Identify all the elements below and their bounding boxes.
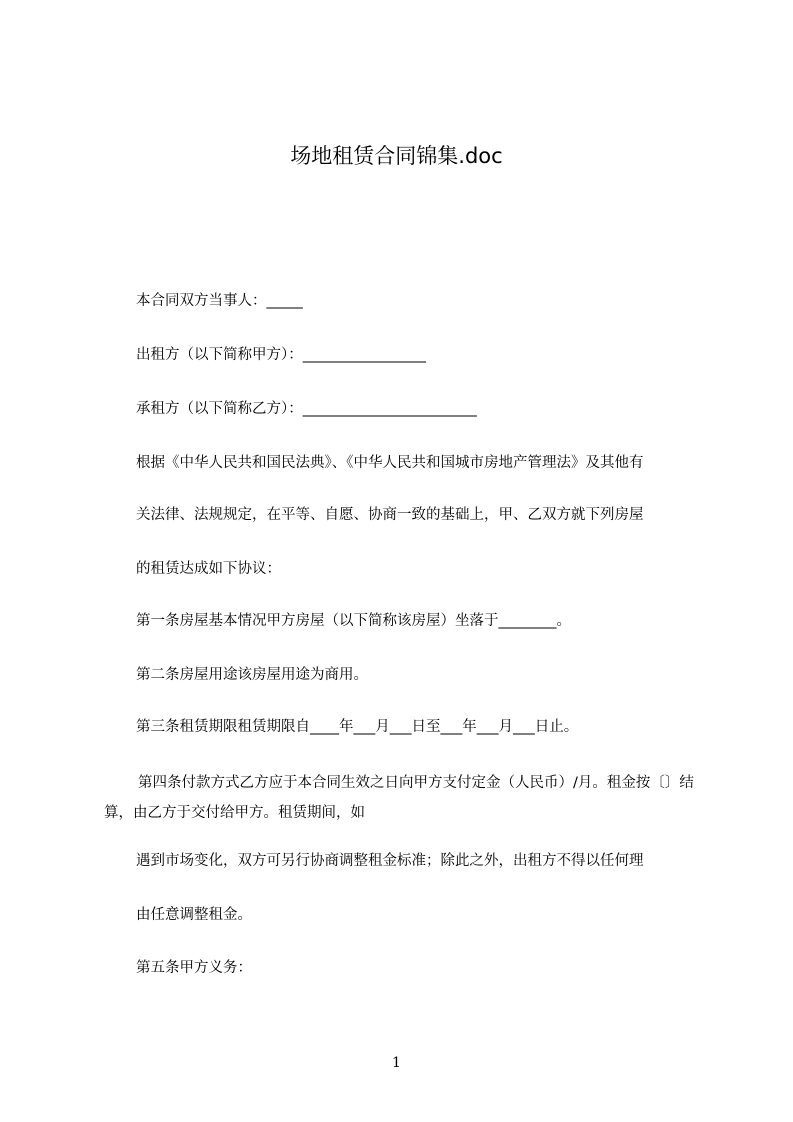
article-3: 第三条租赁期限租赁期限自____年___月___日至___年___月___日止。	[136, 719, 579, 735]
basis-line-2: 关法律、法规规定，在平等、自愿、协商一致的基础上，甲、乙双方就下列房屋	[136, 507, 644, 523]
lessor-line: 出租方（以下简称甲方）：_________________	[136, 347, 426, 363]
article-4-continued-1: 遇到市场变化，双方可另行协商调整租金标准；除此之外，出租方不得以任何理	[136, 853, 644, 869]
article-5: 第五条甲方义务：	[136, 960, 252, 976]
article-4: 第四条付款方式乙方应于本合同生效之日向甲方支付定金（人民币）/月。租金按〔〕结算，由乙方于交付给甲方。租赁期间，如	[104, 775, 694, 821]
contract-parties-line: 本合同双方当事人：_____	[136, 293, 303, 309]
article-4-continued-2: 由任意调整租金。	[136, 907, 252, 923]
lessee-line: 承租方（以下简称乙方）：________________________	[136, 401, 477, 417]
document-title: 场地租赁合同锦集.doc	[290, 144, 503, 168]
article-1: 第一条房屋基本情况甲方房屋（以下简称该房屋）坐落于________。	[136, 613, 571, 629]
article-2: 第二条房屋用途该房屋用途为商用。	[136, 667, 368, 683]
basis-line-1: 根据《中华人民共和国民法典》、《中华人民共和国城市房地产管理法》及其他有	[136, 455, 644, 471]
page-number: 1	[392, 1055, 401, 1071]
basis-line-3: 的租赁达成如下协议：	[136, 561, 281, 577]
